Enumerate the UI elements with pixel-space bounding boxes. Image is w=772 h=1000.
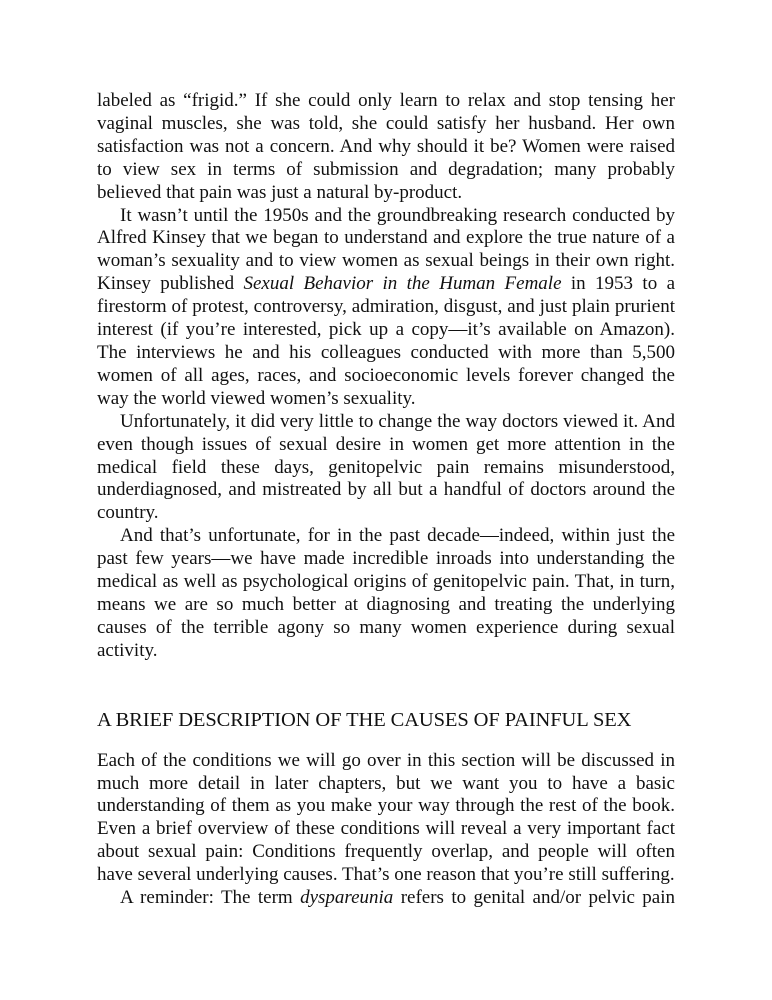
paragraph-conditions: Each of the conditions we will go over in this section will be discussed in much more detail in later chapters, but we want you to have a basic understanding of them as you make your way through the rest of the book. Even a brief overview of these conditions will reveal a very important fact about sexual pain: Conditions frequently overlap, and people will often have several underlying causes. That’s one reason that you’re still suffering. bbox=[97, 749, 675, 886]
paragraph-reminder-text-after: refers to genital and/or pelvic pain bbox=[393, 887, 675, 909]
paragraph-kinsey-text-after: in 1953 to a firestorm of protest, controversy, admiration, disgust, and just plain prurient interest (if you’re interested, pick up a copy—it’s available on Amazon). The interviews he and his colleagues conducted with more than 5,500 women of all ages, races, and socioeconomic levels forever changed the way the world viewed women’s sexuality. bbox=[97, 273, 676, 409]
paragraph-frigid: labeled as “frigid.” If she could only learn to relax and stop tensing her vaginal muscles, she was told, she could satisfy her husband. Her own satisfaction was not a concern. And why should it be? Women were raised to view sex in terms of submission and degradation; many probably believed that pain was just a natural by-product. bbox=[97, 90, 675, 203]
book-page bbox=[97, 90, 675, 910]
paragraph-reminder-text-before: A reminder: The term bbox=[120, 887, 301, 909]
paragraph-reminder bbox=[97, 887, 675, 910]
book-title-italic: Sexual Behavior in the Human Female bbox=[243, 273, 562, 295]
term-dyspareunia-italic: dyspareunia bbox=[300, 887, 394, 909]
paragraph-doctors: Unfortunately, it did very little to change the way doctors viewed it. And even though issues of sexual desire in women get more attention in the medical field these days, genitopelvic pain remains misunderstood, underdiagnosed, and mistreated by all but a handful of doctors around the country. bbox=[97, 410, 675, 524]
paragraph-inroads: And that’s unfortunate, for in the past decade—indeed, within just the past few years—we have made incredible inroads into understanding the medical as well as psychological origins of genitopelvic pain. That, in turn, means we are so much better at diagnosing and treating the underlying causes of the terrible agony so many women experience during sexual activity. bbox=[97, 525, 675, 661]
section-heading: A BRIEF DESCRIPTION OF THE CAUSES OF PAINFUL SEX bbox=[97, 708, 632, 731]
paragraph-kinsey-text-before: It wasn’t until the 1950s and the groundbreaking research conducted by Alfred Kinsey that we began to understand and explore the true nature of a woman’s sexuality and to view women as sexual beings in their own right. Kinsey published bbox=[97, 204, 675, 295]
paragraph-kinsey bbox=[97, 205, 675, 411]
